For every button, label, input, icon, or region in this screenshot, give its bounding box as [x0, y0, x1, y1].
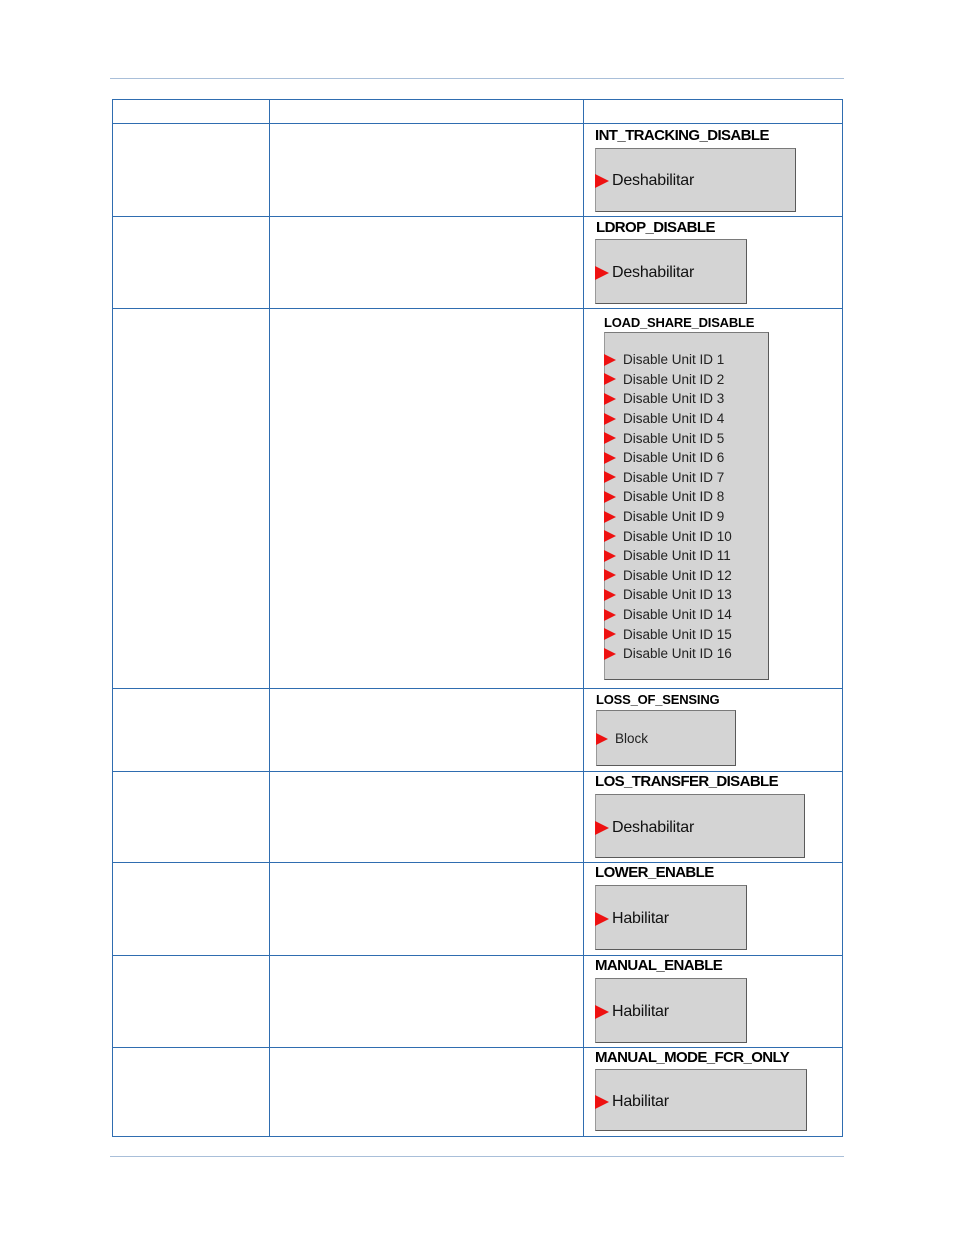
input-arrow-icon [595, 912, 609, 926]
input-arrow-icon [604, 491, 616, 503]
input-label: Block [615, 731, 649, 746]
name-cell [113, 956, 270, 1048]
name-cell [113, 124, 270, 217]
input-arrow-icon [595, 174, 609, 188]
block-input-pin [604, 526, 732, 546]
block-input-pin [595, 172, 694, 190]
input-arrow-icon [604, 471, 616, 483]
block-body [595, 239, 747, 304]
description-cell [270, 217, 584, 309]
block-input-pin [604, 605, 732, 625]
input-label: Disable Unit ID 1 [623, 352, 725, 368]
input-label: Disable Unit ID 12 [623, 567, 732, 583]
block-input-pin [604, 428, 732, 448]
block-input-pin [595, 910, 669, 928]
input-label: Disable Unit ID 5 [623, 430, 725, 446]
description-cell [270, 124, 584, 217]
input-arrow-icon [604, 589, 616, 601]
header-cell-symbol [584, 100, 843, 124]
manual-enable-block [584, 956, 842, 1047]
block-input-pin [604, 350, 732, 370]
input-arrow-icon [604, 432, 616, 444]
description-cell [270, 956, 584, 1048]
ldrop-disable-block [584, 217, 842, 308]
symbol-cell [584, 863, 843, 956]
input-arrow-icon [604, 609, 616, 621]
footer-rule [110, 1156, 844, 1157]
input-label: Disable Unit ID 10 [623, 528, 732, 544]
block-body [595, 978, 747, 1043]
block-input-pin [595, 1093, 669, 1111]
symbol-cell [584, 217, 843, 309]
loss-of-sensing-block [584, 689, 842, 771]
block-input-pin [596, 731, 648, 746]
table-row [113, 217, 843, 309]
block-title: MANUAL_MODE_FCR_ONLY [595, 1049, 790, 1066]
lower-enable-block [584, 863, 842, 955]
description-cell [270, 1048, 584, 1137]
block-input-pin [604, 448, 732, 468]
input-arrow-icon [604, 373, 616, 385]
block-title: LOSS_OF_SENSING [596, 692, 720, 707]
description-cell [270, 863, 584, 956]
input-arrow-icon [596, 733, 608, 745]
table-header-row [113, 100, 843, 124]
symbol-cell [584, 309, 843, 689]
symbol-cell [584, 1048, 843, 1137]
block-input-pin [595, 819, 694, 837]
logic-element-table [112, 99, 843, 1137]
block-input-pin [604, 624, 732, 644]
block-input-pin [604, 389, 732, 409]
symbol-cell [584, 689, 843, 772]
block-input-pin [604, 566, 732, 586]
input-label: Disable Unit ID 8 [623, 489, 725, 505]
input-label: Disable Unit ID 16 [623, 646, 732, 662]
table-row [113, 772, 843, 863]
input-arrow-icon [604, 569, 616, 581]
block-body [596, 710, 736, 766]
table-row [113, 309, 843, 689]
input-arrow-icon [604, 648, 616, 660]
table-row [113, 124, 843, 217]
block-input-pin [604, 468, 732, 488]
block-title: LOAD_SHARE_DISABLE [604, 315, 755, 330]
block-title: LOWER_ENABLE [595, 864, 714, 881]
block-input-list [604, 350, 732, 664]
name-cell [113, 217, 270, 309]
block-input-pin [604, 370, 732, 390]
input-label: Habilitar [612, 910, 669, 927]
input-arrow-icon [595, 1005, 609, 1019]
input-label: Disable Unit ID 2 [623, 371, 725, 387]
input-label: Disable Unit ID 4 [623, 411, 725, 427]
block-title: MANUAL_ENABLE [595, 957, 723, 974]
description-cell [270, 772, 584, 863]
input-label: Disable Unit ID 11 [623, 548, 731, 564]
block-input-pin [595, 264, 694, 282]
block-input-pin [604, 409, 732, 429]
input-arrow-icon [604, 511, 616, 523]
input-label: Disable Unit ID 13 [623, 587, 732, 603]
table-row [113, 956, 843, 1048]
input-label: Disable Unit ID 14 [623, 607, 732, 623]
header-cell-description [270, 100, 584, 124]
input-label: Disable Unit ID 7 [623, 469, 725, 485]
block-title: LOS_TRANSFER_DISABLE [595, 773, 779, 790]
block-input-pin [604, 644, 732, 664]
input-label: Habilitar [612, 1003, 669, 1020]
name-cell [113, 689, 270, 772]
block-body [595, 1069, 807, 1131]
input-arrow-icon [595, 266, 609, 280]
description-cell [270, 689, 584, 772]
input-arrow-icon [604, 530, 616, 542]
table-row [113, 1048, 843, 1137]
symbol-cell [584, 956, 843, 1048]
header-cell-name [113, 100, 270, 124]
table-row [113, 689, 843, 772]
load-share-disable-block [584, 309, 842, 688]
description-cell [270, 309, 584, 689]
symbol-cell [584, 772, 843, 863]
los-transfer-disable-block [584, 772, 842, 862]
input-label: Habilitar [612, 1093, 669, 1110]
input-arrow-icon [604, 413, 616, 425]
symbol-cell [584, 124, 843, 217]
input-label: Disable Unit ID 3 [623, 391, 725, 407]
table-row [113, 863, 843, 956]
block-input-pin [604, 585, 732, 605]
name-cell [113, 1048, 270, 1137]
input-label: Disable Unit ID 6 [623, 450, 725, 466]
block-body [604, 332, 769, 680]
manual-mode-fcr-only-block [584, 1048, 842, 1136]
name-cell [113, 772, 270, 863]
int-tracking-disable-block [584, 124, 842, 216]
input-label: Disable Unit ID 15 [623, 626, 732, 642]
input-arrow-icon [604, 452, 616, 464]
block-title: LDROP_DISABLE [596, 219, 715, 236]
header-rule [110, 78, 844, 79]
block-input-pin [604, 546, 732, 566]
input-arrow-icon [604, 393, 616, 405]
block-input-pin [604, 487, 732, 507]
block-title: INT_TRACKING_DISABLE [595, 127, 769, 144]
input-arrow-icon [595, 1095, 609, 1109]
block-body [595, 148, 796, 212]
block-input-pin [604, 507, 732, 527]
input-label: Disable Unit ID 9 [623, 509, 725, 525]
name-cell [113, 309, 270, 689]
input-arrow-icon [604, 354, 616, 366]
input-label: Deshabilitar [612, 264, 695, 281]
block-input-pin [595, 1003, 669, 1021]
input-label: Deshabilitar [612, 819, 695, 836]
input-arrow-icon [604, 628, 616, 640]
input-label: Deshabilitar [612, 172, 695, 189]
name-cell [113, 863, 270, 956]
input-arrow-icon [604, 550, 616, 562]
block-body [595, 885, 747, 950]
block-body [595, 794, 805, 858]
input-arrow-icon [595, 821, 609, 835]
